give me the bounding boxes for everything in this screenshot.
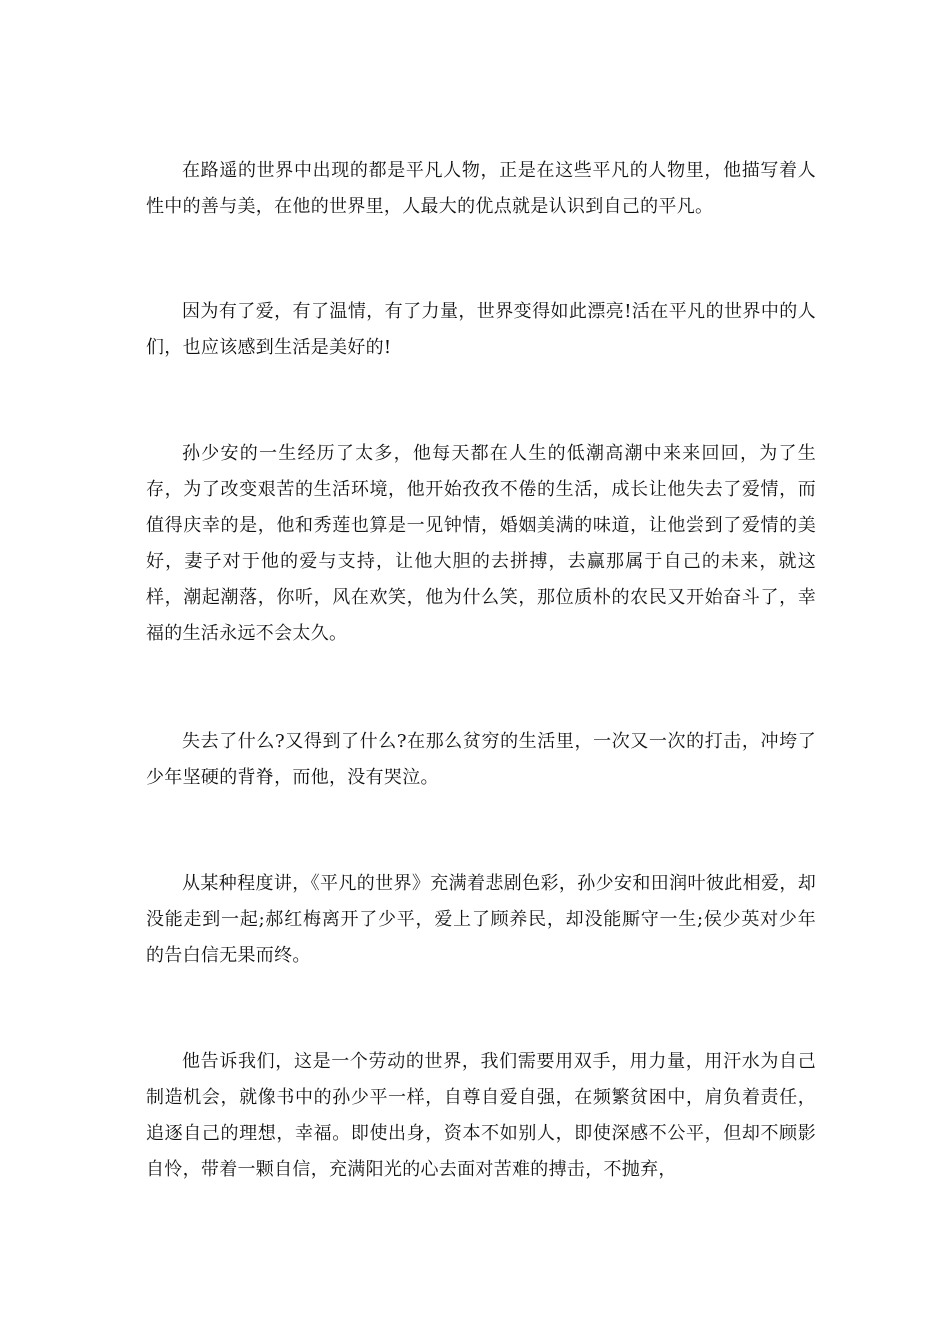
paragraph-5: 从某种程度讲，《平凡的世界》充满着悲剧色彩，孙少安和田润叶彼此相爱，却没能走到一起;郝红梅离开了少平，爱上了顾养民，却没能厮守一生;侯少英对少年的告白信无果而终。: [146, 873, 816, 966]
paragraph-2: 因为有了爱，有了温情，有了力量，世界变得如此漂亮!活在平凡的世界中的人们，也应该感到生活是美好的!: [146, 301, 816, 358]
paragraph-3: 孙少安的一生经历了太多，他每天都在人生的低潮高潮中来来回回，为了生存，为了改变艰苦的生活环境，他开始孜孜不倦的生活，成长让他失去了爱情，而值得庆幸的是，他和秀莲也算是一见钟情，婚姻美满的味道，让他尝到了爱情的美好，妻子对于他的爱与支持，让他大胆的去拼搏，去赢那属于自己的未来，就这样，潮起潮落，你听，风在欢笑，他为什么笑，那位质朴的农民又开始奋斗了，幸福的生活永远不会太久。: [146, 443, 816, 644]
paragraph-1: 在路遥的世界中出现的都是平凡人物，正是在这些平凡的人物里，他描写着人性中的善与美，在他的世界里，人最大的优点就是认识到自己的平凡。: [146, 160, 816, 217]
paragraph-4: 失去了什么?又得到了什么?在那么贫穷的生活里，一次又一次的打击，冲垮了少年坚硬的背脊，而他，没有哭泣。: [146, 731, 816, 788]
paragraph-6: 他告诉我们，这是一个劳动的世界，我们需要用双手，用力量，用汗水为自己制造机会，就像书中的孙少平一样，自尊自爱自强，在频繁贫困中，肩负着责任，追逐自己的理想，幸福。即使出身，资本不如别人，即使深感不公平，但却不顾影自怜，带着一颗自信，充满阳光的心去面对苦难的搏击，不抛弃，: [146, 1051, 816, 1180]
